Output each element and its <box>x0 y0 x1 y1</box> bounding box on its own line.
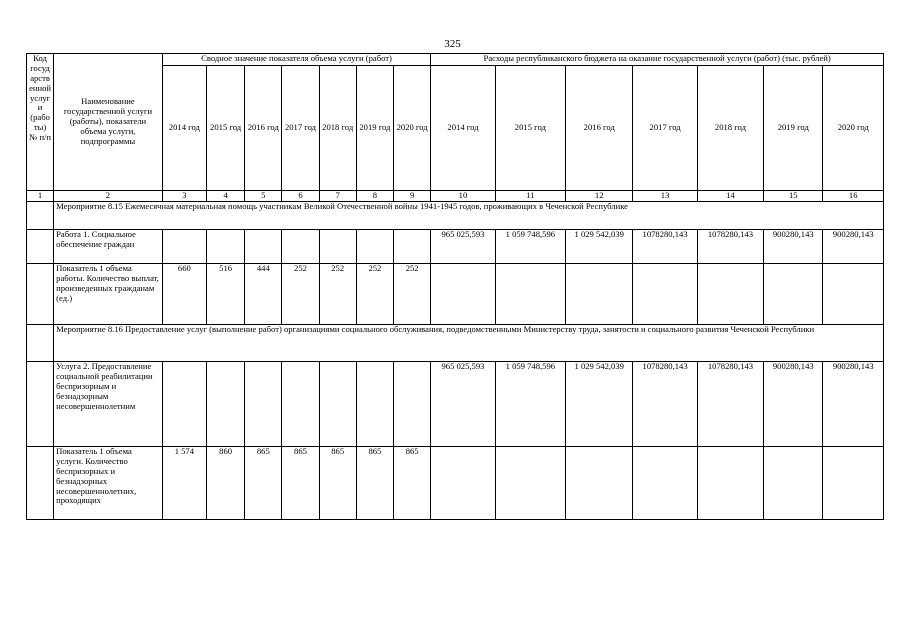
volume-cell: 444 <box>245 264 282 325</box>
volume-cell <box>245 230 282 264</box>
volume-cell <box>245 362 282 447</box>
column-number: 7 <box>319 191 356 202</box>
table-row <box>27 230 884 264</box>
volume-cell: 865 <box>319 447 356 520</box>
column-number: 13 <box>633 191 697 202</box>
volume-cell <box>319 362 356 447</box>
budget-cell <box>566 264 633 325</box>
column-numbers-row <box>27 191 884 202</box>
volume-year-header: 2015 год <box>206 66 244 191</box>
column-number: 1 <box>27 191 54 202</box>
volume-cell <box>356 362 393 447</box>
budget-cell: 900280,143 <box>823 230 884 264</box>
column-number: 16 <box>823 191 884 202</box>
budget-cell <box>566 447 633 520</box>
volume-cell: 860 <box>206 447 244 520</box>
budget-cell: 1078280,143 <box>633 362 697 447</box>
page-number: 325 <box>444 38 461 50</box>
volume-year-header: 2017 год <box>282 66 319 191</box>
budget-cell: 900280,143 <box>823 362 884 447</box>
row-name: Показатель 1 объема услуги. Количество беспризорных и безнадзорных несовершеннолетних, проходящих <box>54 447 163 520</box>
budget-year-header: 2018 год <box>697 66 763 191</box>
budget-year-header: 2014 год <box>431 66 495 191</box>
budget-cell: 965 025,593 <box>431 362 495 447</box>
budget-cell: 1 059 748,596 <box>495 362 565 447</box>
column-number: 12 <box>566 191 633 202</box>
volume-cell: 252 <box>282 264 319 325</box>
volume-cell: 252 <box>356 264 393 325</box>
budget-cell: 1 029 542,039 <box>566 362 633 447</box>
volume-cell <box>162 230 206 264</box>
budget-cell: 900280,143 <box>764 362 823 447</box>
section-title: Мероприятие 8.15 Ежемесячная материальная помощь участникам Великой Отечественной войны 1941-1945 годов, проживающих в Чеченской Республике <box>54 202 884 230</box>
column-number: 10 <box>431 191 495 202</box>
budget-group-header: Расходы республиканского бюджета на оказание государственной услуги (работ) (тыс. рублей) <box>431 54 884 66</box>
budget-cell <box>495 447 565 520</box>
volume-cell <box>282 230 319 264</box>
column-number: 3 <box>162 191 206 202</box>
column-number: 5 <box>245 191 282 202</box>
table-row <box>27 264 884 325</box>
budget-year-header: 2020 год <box>823 66 884 191</box>
section-row <box>27 325 884 362</box>
volume-year-header: 2019 год <box>356 66 393 191</box>
budget-cell <box>697 447 763 520</box>
section-title: Мероприятие 8.16 Предоставление услуг (выполнение работ) организациями социального обслуживания, подведомственными Министерству труда, занятости и социального развития Чеченской Республики <box>54 325 884 362</box>
volume-cell: 252 <box>319 264 356 325</box>
volume-year-header: 2016 год <box>245 66 282 191</box>
volume-cell <box>356 230 393 264</box>
budget-year-header: 2016 год <box>566 66 633 191</box>
table-row <box>27 447 884 520</box>
column-number: 15 <box>764 191 823 202</box>
volume-cell: 1 574 <box>162 447 206 520</box>
volume-cell: 865 <box>356 447 393 520</box>
budget-cell <box>633 264 697 325</box>
volume-cell <box>206 230 244 264</box>
volume-year-header: 2014 год <box>162 66 206 191</box>
budget-year-header: 2015 год <box>495 66 565 191</box>
budget-year-header: 2019 год <box>764 66 823 191</box>
volume-cell <box>206 362 244 447</box>
volume-group-header: Сводное значение показателя объема услуги (работ) <box>162 54 431 66</box>
budget-cell: 1 029 542,039 <box>566 230 633 264</box>
column-number: 6 <box>282 191 319 202</box>
budget-cell <box>823 447 884 520</box>
budget-cell: 1078280,143 <box>697 230 763 264</box>
volume-cell: 252 <box>394 264 431 325</box>
volume-year-header: 2018 год <box>319 66 356 191</box>
column-number: 8 <box>356 191 393 202</box>
volume-cell: 660 <box>162 264 206 325</box>
volume-cell <box>282 362 319 447</box>
budget-cell: 1 059 748,596 <box>495 230 565 264</box>
budget-cell: 1078280,143 <box>633 230 697 264</box>
column-number: 14 <box>697 191 763 202</box>
volume-cell <box>394 230 431 264</box>
volume-year-header: 2020 год <box>394 66 431 191</box>
budget-cell: 1078280,143 <box>697 362 763 447</box>
row-name: Услуга 2. Предоставление социальной реабилитации беспризорным и безнадзорным несовершеннолетним <box>54 362 163 447</box>
budget-cell <box>823 264 884 325</box>
volume-cell: 865 <box>245 447 282 520</box>
volume-cell <box>319 230 356 264</box>
section-row <box>27 202 884 230</box>
column-number: 2 <box>54 191 163 202</box>
volume-cell <box>394 362 431 447</box>
budget-cell: 900280,143 <box>764 230 823 264</box>
budget-cell: 965 025,593 <box>431 230 495 264</box>
budget-year-header: 2017 год <box>633 66 697 191</box>
budget-cell <box>495 264 565 325</box>
volume-cell: 865 <box>394 447 431 520</box>
services-table <box>26 53 884 520</box>
volume-cell: 516 <box>206 264 244 325</box>
row-name: Работа 1. Социальное обеспечение граждан <box>54 230 163 264</box>
name-header: Наименование государственной услуги (работы), показатели объема услуги, подпрограммы <box>54 54 163 191</box>
volume-cell: 865 <box>282 447 319 520</box>
budget-cell <box>764 264 823 325</box>
column-number: 9 <box>394 191 431 202</box>
column-number: 11 <box>495 191 565 202</box>
row-name: Показатель 1 объема работы. Количество выплат, произведенных гражданам (ед.) <box>54 264 163 325</box>
budget-cell <box>431 447 495 520</box>
volume-cell <box>162 362 206 447</box>
column-number: 4 <box>206 191 244 202</box>
budget-cell <box>764 447 823 520</box>
code-header: Код государственной услуги (работы) № п/п <box>27 54 54 191</box>
budget-cell <box>697 264 763 325</box>
budget-cell <box>633 447 697 520</box>
budget-cell <box>431 264 495 325</box>
table-row <box>27 362 884 447</box>
